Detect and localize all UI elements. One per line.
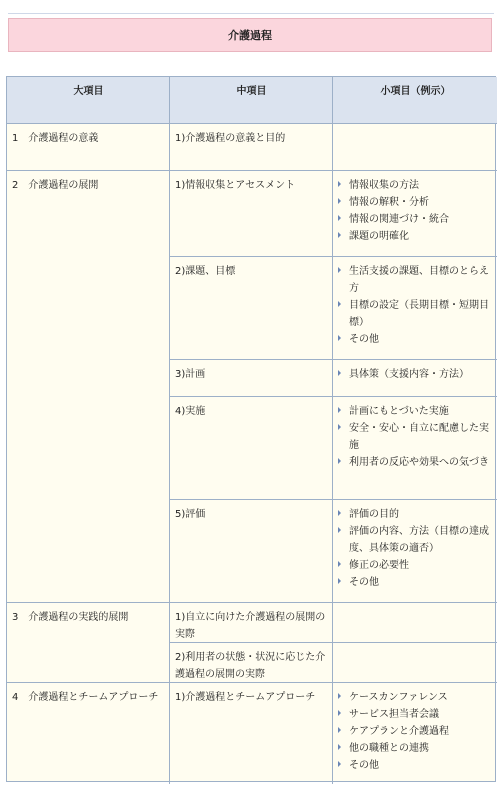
- minor-item-list: [338, 403, 493, 471]
- middle-item: 2)利用者の状態・状況に応じた介護過程の展開の実際: [170, 643, 333, 683]
- minor-item: サービス担当者会議: [338, 706, 493, 723]
- top-divider: [8, 13, 494, 14]
- minor-item-list: [338, 177, 493, 245]
- minor-item: その他: [338, 331, 493, 348]
- minor-items-cell: [333, 257, 497, 360]
- minor-item: 目標の設定（長期目標・短期目標）: [338, 297, 493, 331]
- minor-item: 情報収集の方法: [338, 177, 493, 194]
- minor-item: 他の職種との連携: [338, 740, 493, 757]
- major-item: 3 介護過程の実践的展開: [7, 603, 170, 683]
- middle-item: 3)計画: [170, 360, 333, 397]
- middle-item: 5)評価: [170, 500, 333, 603]
- minor-item: 修正の必要性: [338, 557, 493, 574]
- minor-item: 生活支援の課題、目標のとらえ方: [338, 263, 493, 297]
- middle-item: 1)介護過程とチームアプローチ: [170, 683, 333, 784]
- minor-item-list: [338, 366, 493, 383]
- middle-item: 1)情報収集とアセスメント: [170, 171, 333, 257]
- header-minor: 小項目（例示）: [333, 77, 497, 124]
- major-item: 1 介護過程の意義: [7, 124, 170, 171]
- minor-item-list: [338, 506, 493, 591]
- minor-item: 利用者の反応や効果への気づき: [338, 454, 493, 471]
- major-item: 2 介護過程の展開: [7, 171, 170, 603]
- page-title: 介護過程: [8, 18, 492, 52]
- minor-item: 安全・安心・自立に配慮した実施: [338, 420, 493, 454]
- minor-item: 情報の関連づけ・統合: [338, 211, 493, 228]
- minor-item: ケースカンファレンス: [338, 689, 493, 706]
- minor-item: その他: [338, 757, 493, 774]
- curriculum-table: [6, 76, 496, 782]
- middle-item: 1)自立に向けた介護過程の展開の実際: [170, 603, 333, 643]
- minor-items-cell: [333, 683, 497, 784]
- header-major: 大項目: [7, 77, 170, 124]
- minor-item: ケアプランと介護過程: [338, 723, 493, 740]
- minor-items-cell: [333, 171, 497, 257]
- minor-items-cell: [333, 500, 497, 603]
- minor-items-cell: [333, 124, 497, 171]
- middle-item: 2)課題、目標: [170, 257, 333, 360]
- minor-item: 計画にもとづいた実施: [338, 403, 493, 420]
- minor-item: 情報の解釈・分析: [338, 194, 493, 211]
- minor-items-cell: [333, 603, 497, 643]
- header-middle: 中項目: [170, 77, 333, 124]
- minor-items-cell: [333, 360, 497, 397]
- minor-item: 課題の明確化: [338, 228, 493, 245]
- minor-item: その他: [338, 574, 493, 591]
- minor-item: 評価の目的: [338, 506, 493, 523]
- minor-item: 具体策（支援内容・方法）: [338, 366, 493, 383]
- minor-items-cell: [333, 397, 497, 500]
- middle-item: 4)実施: [170, 397, 333, 500]
- minor-items-cell: [333, 643, 497, 683]
- middle-item: 1)介護過程の意義と目的: [170, 124, 333, 171]
- minor-item-list: [338, 689, 493, 774]
- minor-item-list: [338, 263, 493, 348]
- minor-item: 評価の内容、方法（目標の達成度、具体策の適否）: [338, 523, 493, 557]
- major-item: 4 介護過程とチームアプローチ: [7, 683, 170, 784]
